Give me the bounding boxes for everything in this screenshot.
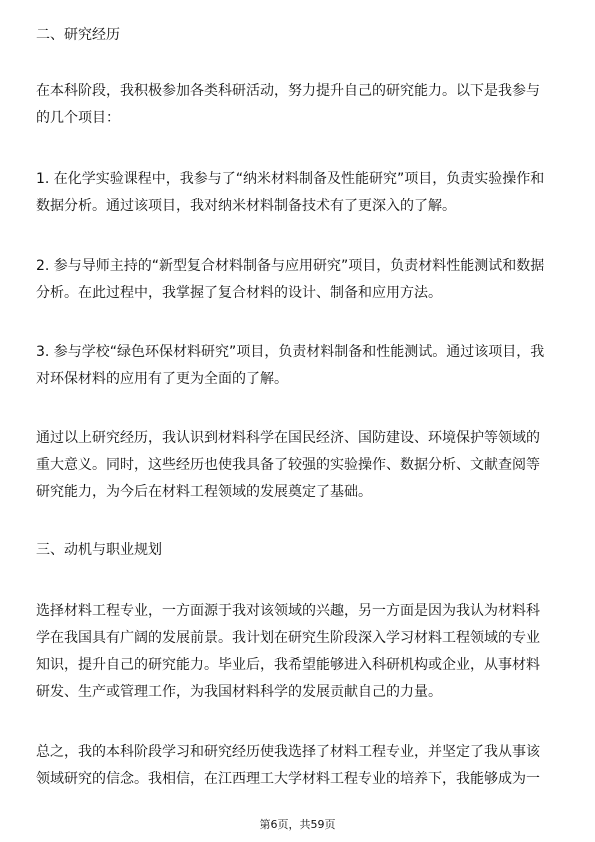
paragraph-conclusion [36, 739, 556, 793]
text-line: 3. 参与学校“绿色环保材料研究”项目，负责材料制备和性能测试。通过该项目，我 [36, 344, 545, 360]
text-line: 研究能力，为今后在材料工程领域的发展奠定了基础。 [36, 484, 372, 500]
text-line: 领域研究的信念。我相信，在江西理工大学材料工程专业的培养下，我能够成为一 [36, 771, 540, 787]
text-line: 1. 在化学实验课程中，我参与了“纳米材料制备及性能研究”项目，负责实验操作和 [36, 171, 545, 187]
text-line: 重大意义。同时，这些经历也使我具备了较强的实验操作、数据分析、文献查阅等 [36, 457, 540, 473]
paragraph-summary [36, 425, 556, 506]
page-number-footer: 第6页，共59页 [259, 818, 336, 831]
text-line: 总之，我的本科阶段学习和研究经历使我选择了材料工程专业，并坚定了我从事该 [36, 744, 540, 760]
section-heading-motivation: 三、动机与职业规划 [36, 542, 162, 558]
text-line: 通过以上研究经历，我认识到材料科学在国民经济、国防建设、环境保护等领域的 [36, 430, 540, 446]
text-line: 数据分析。通过该项目，我对纳米材料制备技术有了更深入的了解。 [36, 198, 456, 214]
text-line: 学在我国具有广阔的发展前景。我计划在研究生阶段深入学习材料工程领域的专业 [36, 630, 540, 646]
paragraph-project-2 [36, 253, 556, 307]
text-line: 研发、生产或管理工作，为我国材料科学的发展贡献自己的力量。 [36, 684, 442, 700]
paragraph-project-3 [36, 339, 556, 393]
paragraph-intro [36, 78, 556, 132]
section-heading-research: 二、研究经历 [36, 27, 120, 43]
text-line: 对环保材料的应用有了更为全面的了解。 [36, 371, 288, 387]
text-line: 知识，提升自己的研究能力。毕业后，我希望能够进入科研机构或企业，从事材料 [36, 657, 540, 673]
text-line: 选择材料工程专业，一方面源于我对该领域的兴趣，另一方面是因为我认为材料科 [36, 603, 540, 619]
text-line: 2. 参与导师主持的“新型复合材料制备与应用研究”项目，负责材料性能测试和数据 [36, 258, 545, 274]
paragraph-project-1 [36, 166, 556, 220]
text-line: 在本科阶段，我积极参加各类科研活动，努力提升自己的研究能力。以下是我参与 [36, 83, 540, 99]
text-line: 分析。在此过程中，我掌握了复合材料的设计、制备和应用方法。 [36, 285, 442, 301]
text-line: 的几个项目： [36, 110, 120, 126]
paragraph-motivation [36, 598, 556, 706]
